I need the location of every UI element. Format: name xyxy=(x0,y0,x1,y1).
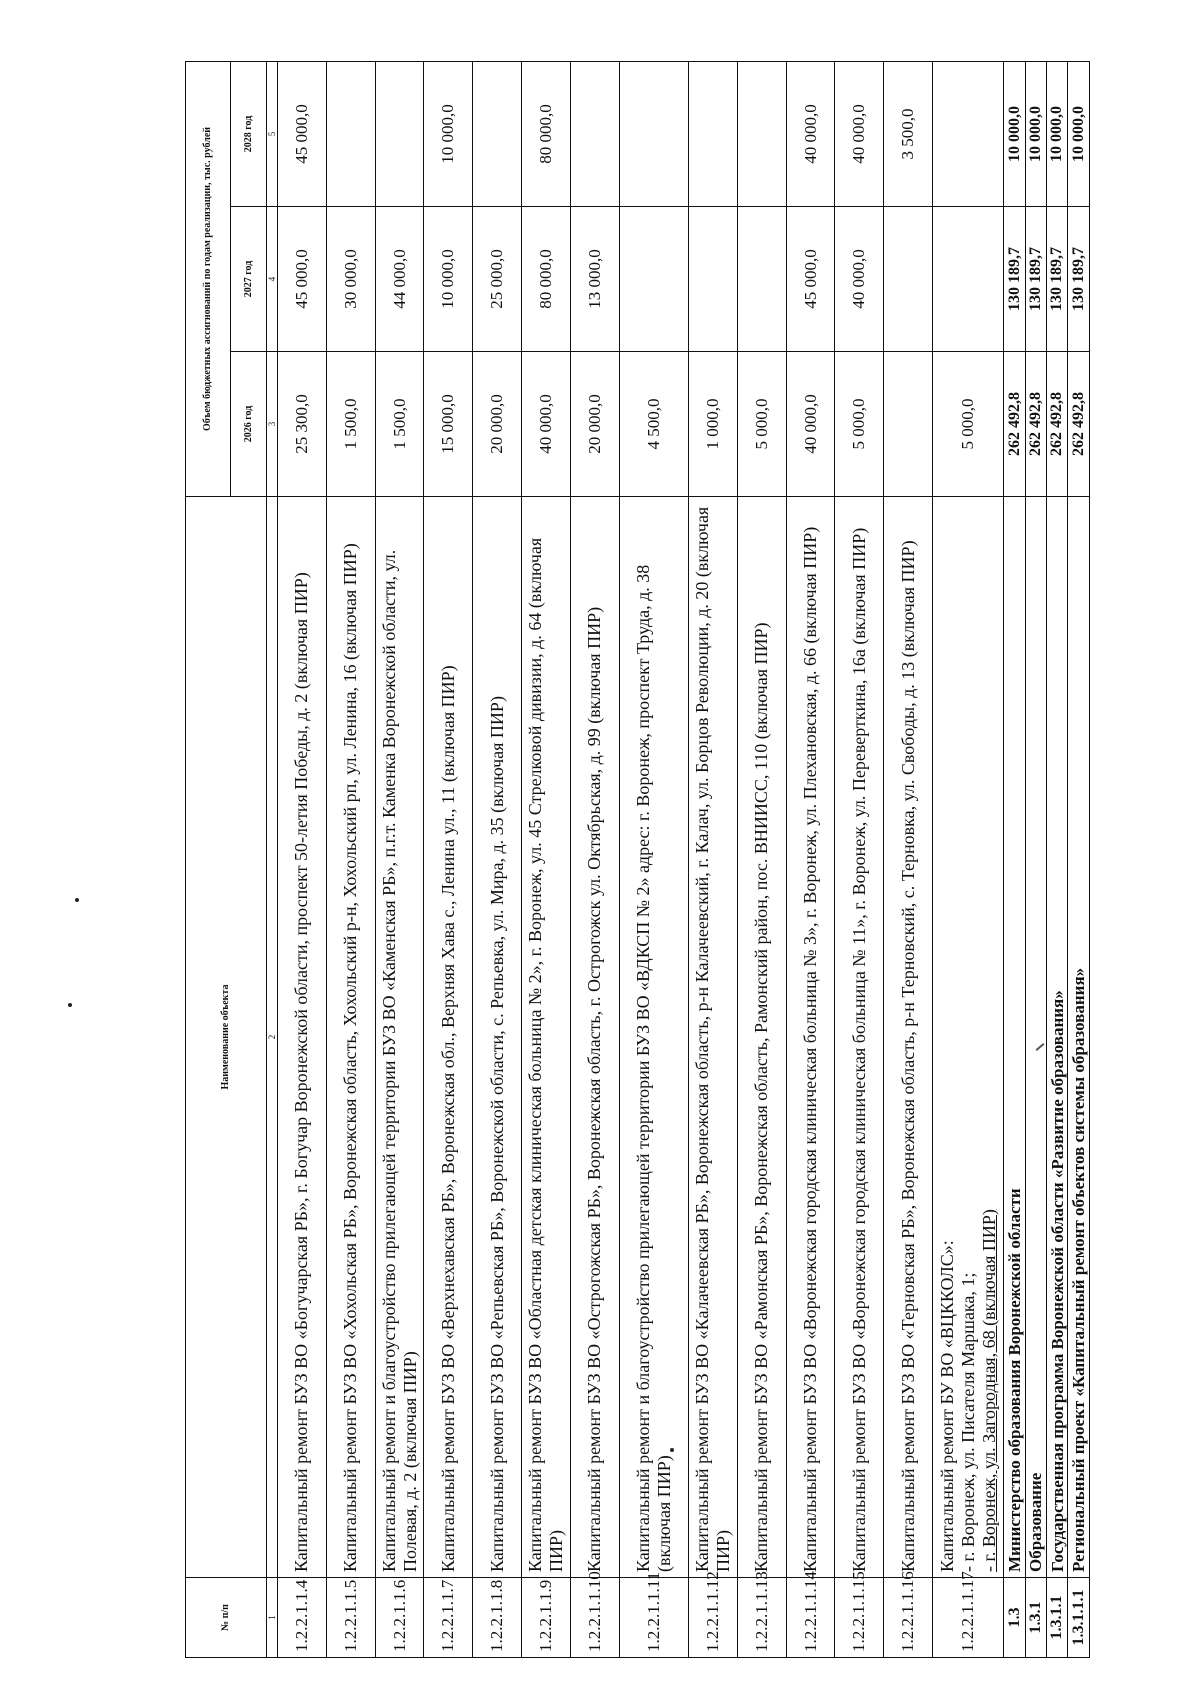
row-number: 1.3.1.1.1 xyxy=(1068,1578,1090,1658)
object-name: Капитальный ремонт и благоустройство прилегающей территории БУЗ ВО «Каменская РБ», п.г.т. Каменка Воронежской области, ул. Полевая, д. 2 (включая ПИР) xyxy=(375,497,424,1578)
object-name: Капитальный ремонт БУЗ ВО «Областная детская клиническая больница № 2», г. Воронеж, ул. 45 Стрелковой дивизии, д. 64 (включая ПИР) xyxy=(522,497,571,1578)
value-2027: 30 000,0 xyxy=(326,207,375,352)
value-2026: 40 000,0 xyxy=(522,352,571,497)
value-2027: 80 000,0 xyxy=(522,207,571,352)
total-row xyxy=(1068,61,1090,1657)
table-row xyxy=(619,61,688,1657)
value-2027: 130 189,7 xyxy=(1047,207,1068,352)
row-number: 1.3.1.1 xyxy=(1047,1578,1068,1658)
column-index: 2 xyxy=(267,497,278,1578)
value-2028: 10 000,0 xyxy=(1068,61,1090,206)
object-name: Капитальный ремонт БУЗ ВО «Терновская РБ», Воронежская область, р-н Терновский, с. Терновка, ул. Свободы, д. 13 (включая ПИР) xyxy=(884,497,933,1578)
header-budget: Объем бюджетных ассигнований по годам реализации, тыс. рублей xyxy=(186,61,231,496)
value-2026: 5 000,0 xyxy=(737,352,786,497)
header-2027: 2027 год xyxy=(231,207,267,352)
column-index: 1 xyxy=(267,1578,278,1658)
value-2026: 262 492,8 xyxy=(1025,352,1046,497)
value-2028: 10 000,0 xyxy=(1004,61,1025,206)
header-name: Наименование объекта xyxy=(186,497,267,1578)
table-row xyxy=(278,61,327,1657)
value-2027: 45 000,0 xyxy=(278,207,327,352)
row-number: 1.2.2.1.1.8 xyxy=(473,1578,522,1658)
value-2026: 5 000,0 xyxy=(933,352,1004,497)
value-2026: 262 492,8 xyxy=(1004,352,1025,497)
value-2026: 262 492,8 xyxy=(1068,352,1090,497)
object-name-line: Капитальный ремонт БУ ВО «ВЦККОЛС»: xyxy=(936,1240,957,1572)
value-2028 xyxy=(933,61,1004,206)
row-number: 1.2.2.1.1.16 xyxy=(884,1578,933,1658)
row-number: 1.2.2.1.1.5 xyxy=(326,1578,375,1658)
table-row xyxy=(570,61,619,1657)
value-2026: 1 000,0 xyxy=(688,352,737,497)
value-2028: 40 000,0 xyxy=(786,61,835,206)
value-2026: 262 492,8 xyxy=(1047,352,1068,497)
value-2027: 130 189,7 xyxy=(1004,207,1025,352)
value-2027: 10 000,0 xyxy=(424,207,473,352)
object-name-line: - г. Воронеж, ул. Загородная, 68 (включая ПИР) xyxy=(978,1209,999,1572)
table-row xyxy=(933,61,1004,1657)
table-row xyxy=(375,61,424,1657)
value-2028: 80 000,0 xyxy=(522,61,571,206)
row-number: 1.2.2.1.1.10 xyxy=(570,1578,619,1658)
row-number: 1.2.2.1.1.11 xyxy=(619,1578,688,1658)
column-index: 3 xyxy=(267,352,278,497)
object-name: Капитальный ремонт БУЗ ВО «Богучарская РБ», г. Богучар Воронежской области, проспект 50-летия Победы, д. 2 (включая ПИР) xyxy=(278,497,327,1578)
row-number: 1.3 xyxy=(1004,1578,1025,1658)
value-2027: 40 000,0 xyxy=(835,207,884,352)
table-row xyxy=(326,61,375,1657)
row-number: 1.2.2.1.1.12 xyxy=(688,1578,737,1658)
row-number: 1.2.2.1.1.13 xyxy=(737,1578,786,1658)
value-2026: 15 000,0 xyxy=(424,352,473,497)
value-2027: 130 189,7 xyxy=(1025,207,1046,352)
object-name: Капитальный ремонт БУЗ ВО «Калачеевская РБ», Воронежская область, р-н Калачеевский, г. Калач, ул. Борцов Революции, д. 20 (включая ПИР) xyxy=(688,497,737,1578)
total-row xyxy=(1047,61,1068,1657)
column-index: 4 xyxy=(267,207,278,352)
value-2027: 13 000,0 xyxy=(570,207,619,352)
value-2028 xyxy=(473,61,522,206)
object-name: Капитальный ремонт БУЗ ВО «Рамонская РБ», Воронежская область, Рамонский район, пос. ВНИИСС, 110 (включая ПИР) xyxy=(737,497,786,1578)
header-2028: 2028 год xyxy=(231,61,267,206)
table-row xyxy=(424,61,473,1657)
header-2026: 2026 год xyxy=(231,352,267,497)
object-name: Образование xyxy=(1025,497,1046,1578)
row-number: 1.2.2.1.1.14 xyxy=(786,1578,835,1658)
row-number: 1.2.2.1.1.6 xyxy=(375,1578,424,1658)
row-number: 1.3.1 xyxy=(1025,1578,1046,1658)
value-2026: 1 500,0 xyxy=(375,352,424,497)
value-2027: 25 000,0 xyxy=(473,207,522,352)
budget-table xyxy=(185,61,1090,1658)
object-name: Капитальный ремонт БУЗ ВО «Острогожская РБ», Воронежская область, г. Острогожск ул. Октябрьская, д. 99 (включая ПИР) xyxy=(570,497,619,1578)
value-2028 xyxy=(619,61,688,206)
scan-speck xyxy=(68,1003,72,1007)
scan-speck xyxy=(75,898,79,902)
value-2028: 45 000,0 xyxy=(278,61,327,206)
table-row xyxy=(884,61,933,1657)
row-number: 1.2.2.1.1.15 xyxy=(835,1578,884,1658)
value-2027: 130 189,7 xyxy=(1068,207,1090,352)
value-2028: 10 000,0 xyxy=(1047,61,1068,206)
value-2027 xyxy=(688,207,737,352)
table-row xyxy=(522,61,571,1657)
column-index-row xyxy=(267,61,278,1657)
object-name: Капитальный ремонт и благоустройство прилегающей территории БУЗ ВО «ВДКСП № 2» адрес: г. Воронеж, проспект Труда, д. 38 (включая ПИР) xyxy=(619,497,688,1578)
value-2028 xyxy=(570,61,619,206)
row-number: 1.2.2.1.1.4 xyxy=(278,1578,327,1658)
table-row xyxy=(835,61,884,1657)
value-2026: 20 000,0 xyxy=(570,352,619,497)
value-2027 xyxy=(619,207,688,352)
value-2026: 40 000,0 xyxy=(786,352,835,497)
value-2028: 40 000,0 xyxy=(835,61,884,206)
total-row xyxy=(1004,61,1025,1657)
value-2026: 4 500,0 xyxy=(619,352,688,497)
value-2027: 44 000,0 xyxy=(375,207,424,352)
value-2027 xyxy=(737,207,786,352)
value-2028 xyxy=(326,61,375,206)
value-2028 xyxy=(688,61,737,206)
value-2026: 25 300,0 xyxy=(278,352,327,497)
row-number: 1.2.2.1.1.7 xyxy=(424,1578,473,1658)
value-2027: 45 000,0 xyxy=(786,207,835,352)
value-2028 xyxy=(375,61,424,206)
value-2026: 20 000,0 xyxy=(473,352,522,497)
value-2028: 10 000,0 xyxy=(424,61,473,206)
table-row xyxy=(473,61,522,1657)
table-row xyxy=(688,61,737,1657)
table-row xyxy=(737,61,786,1657)
object-name xyxy=(933,497,1004,1578)
value-2027 xyxy=(933,207,1004,352)
object-name: Капитальный ремонт БУЗ ВО «Репьевская РБ», Воронежской области, с. Репьевка, ул. Мира, д. 35 (включая ПИР) xyxy=(473,497,522,1578)
value-2026: 1 500,0 xyxy=(326,352,375,497)
object-name: Министерство образования Воронежской области xyxy=(1004,497,1025,1578)
total-row xyxy=(1025,61,1046,1657)
header-num: № п/п xyxy=(186,1578,267,1658)
column-index: 5 xyxy=(267,61,278,206)
value-2028: 3 500,0 xyxy=(884,61,933,206)
value-2027 xyxy=(884,207,933,352)
table-row xyxy=(786,61,835,1657)
row-number: 1.2.2.1.1.9 xyxy=(522,1578,571,1658)
value-2026: 5 000,0 xyxy=(835,352,884,497)
object-name: Капитальный ремонт БУЗ ВО «Верхнехавская РБ», Воронежская обл., Верхняя Хава с., Ленина ул., 11 (включая ПИР) xyxy=(424,497,473,1578)
row-number: 1.2.2.1.1.17 xyxy=(933,1578,1004,1658)
object-name: Капитальный ремонт БУЗ ВО «Воронежская городская клиническая больница № 11», г. Воронеж, ул. Переверткина, 16а (включая ПИР) xyxy=(835,497,884,1578)
object-name: Капитальный ремонт БУЗ ВО «Хохольская РБ», Воронежская область, Хохольский р-н, Хохольский рп, ул. Ленина, 16 (включая ПИР) xyxy=(326,497,375,1578)
object-name: Государственная программа Воронежской области «Развитие образования» xyxy=(1047,497,1068,1578)
object-name-line: - г. Воронеж, ул. Писателя Маршака, 1; xyxy=(957,1272,978,1572)
object-name: Региональный проект «Капитальный ремонт объектов системы образования» xyxy=(1068,497,1090,1578)
value-2028 xyxy=(737,61,786,206)
value-2028: 10 000,0 xyxy=(1025,61,1046,206)
object-name: Капитальный ремонт БУЗ ВО «Воронежская городская клиническая больница № 3», г. Воронеж, ул. Плехановская, д. 66 (включая ПИР) xyxy=(786,497,835,1578)
value-2026 xyxy=(884,352,933,497)
rotated-table-container xyxy=(185,62,1090,1658)
